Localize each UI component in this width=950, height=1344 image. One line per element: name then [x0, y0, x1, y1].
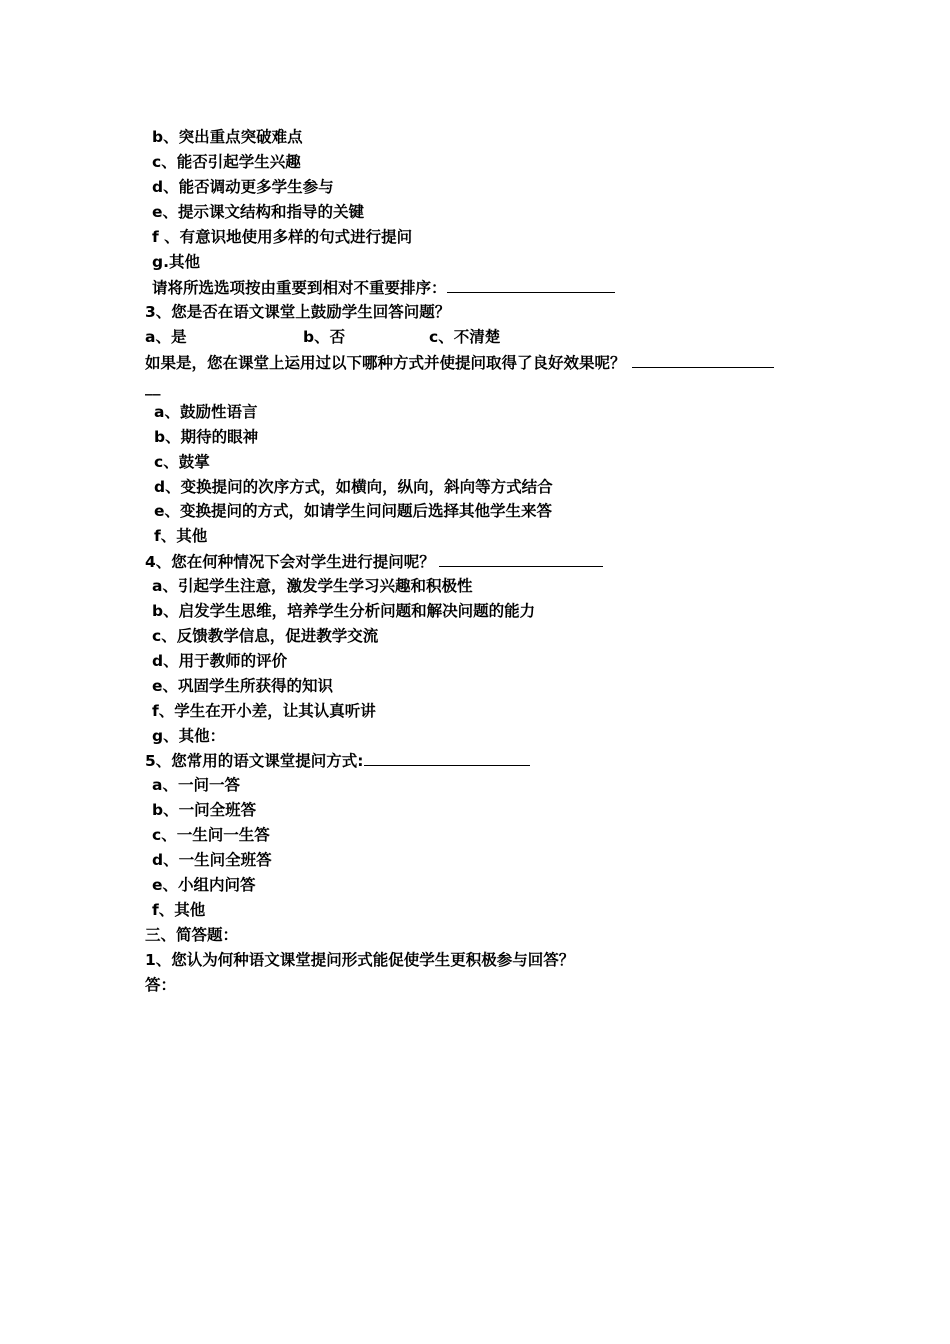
q3-option-c: c、鼓掌 [154, 453, 210, 471]
q5-blank[interactable] [364, 750, 530, 766]
q5-option-c: c、一生问一生答 [152, 826, 270, 844]
q3-choices [145, 327, 565, 347]
q5-option-f: f、其他 [152, 901, 206, 919]
q3-option-d: d、变换提问的次序方式，如横向，纵向，斜向等方式结合 [154, 478, 553, 496]
short-answer-1-label: 答： [145, 976, 177, 994]
q5-option-b: b、一问全班答 [152, 801, 257, 819]
q2-option-e: e、提示课文结构和指导的关键 [152, 203, 365, 221]
q3-followup [145, 352, 774, 373]
q5-title-label: 5、您常用的语文课堂提问方式: [145, 752, 364, 770]
q5-title [145, 750, 530, 771]
q4-option-e: e、巩固学生所获得的知识 [152, 677, 334, 695]
section3-title: 三、简答题： [145, 926, 239, 944]
q3-followup-label: 如果是，您在课堂上运用过以下哪种方式并使提问取得了良好效果呢？ [145, 354, 626, 372]
q2-rank-blank[interactable] [447, 277, 615, 293]
q5-option-d: d、一生问全班答 [152, 851, 272, 869]
q2-rank-prompt [152, 277, 615, 298]
q3-option-b: b、期待的眼神 [154, 428, 259, 446]
short-answer-1-question: 1、您认为何种语文课堂提问形式能促使学生更积极参与回答？ [145, 951, 575, 969]
q4-title-label: 4、您在何种情况下会对学生进行提问呢？ [145, 553, 435, 571]
q3-title: 3、您是否在语文课堂上鼓励学生回答问题？ [145, 303, 451, 321]
q4-option-g: g、其他： [152, 727, 226, 745]
q4-option-b: b、启发学生思维，培养学生分析问题和解决问题的能力 [152, 602, 536, 620]
q5-option-a: a、一问一答 [152, 776, 240, 794]
q4-blank[interactable] [439, 551, 603, 567]
q4-option-a: a、引起学生注意，激发学生学习兴趣和积极性 [152, 577, 473, 595]
q2-option-f: f 、有意识地使用多样的句式进行提问 [152, 228, 413, 246]
q3-choice-c[interactable]: c、不清楚 [429, 328, 501, 346]
q3-followup-tail: __ [145, 378, 161, 396]
q5-option-e: e、小组内问答 [152, 876, 256, 894]
q2-option-b: b、突出重点突破难点 [152, 128, 303, 146]
q3-option-a: a、鼓励性语言 [154, 403, 258, 421]
q2-option-c: c、能否引起学生兴趣 [152, 153, 301, 171]
q3-choice-a[interactable]: a、是 [145, 328, 187, 346]
q3-followup-blank[interactable] [632, 352, 774, 368]
q3-option-f: f、其他 [154, 527, 208, 545]
q2-option-g: g.其他 [152, 253, 200, 271]
q4-option-d: d、用于教师的评价 [152, 652, 288, 670]
q4-title [145, 551, 603, 572]
q4-option-c: c、反馈教学信息，促进教学交流 [152, 627, 379, 645]
q4-option-f: f、学生在开小差，让其认真听讲 [152, 702, 376, 720]
q3-choice-b[interactable]: b、否 [303, 328, 346, 346]
q3-option-e: e、变换提问的方式，如请学生问问题后选择其他学生来答 [154, 502, 553, 520]
q2-rank-label: 请将所选选项按由重要到相对不重要排序： [152, 279, 447, 297]
q2-option-d: d、能否调动更多学生参与 [152, 178, 334, 196]
